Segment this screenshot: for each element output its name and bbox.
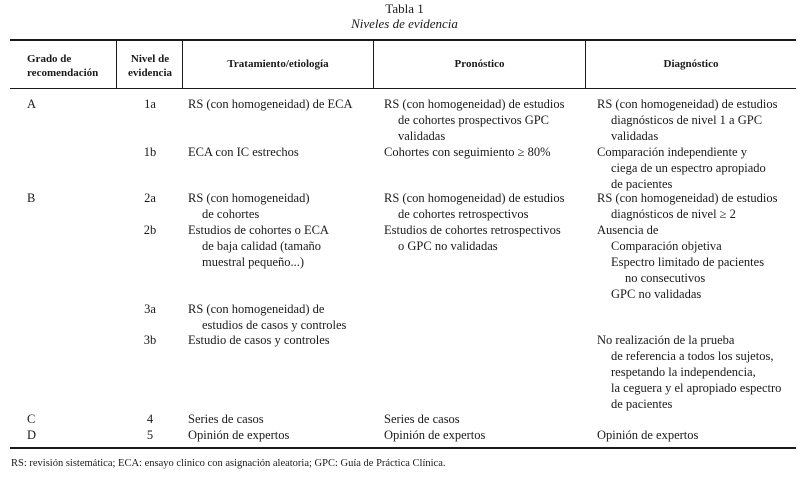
grade-label: B [27, 191, 36, 205]
header-top-rule [10, 39, 796, 41]
evidence-level: 3a [144, 302, 156, 316]
evidence-level: 5 [146, 428, 154, 442]
prognosis-cell: Cohortes con seguimiento ≥ 80% [384, 145, 551, 159]
column-divider [116, 40, 117, 88]
diagnosis-cell: RS (con homogeneidad) de estudios diagnósticos de nivel ≥ 2 [597, 191, 778, 221]
prognosis-cell: RS (con homogeneidad) de estudios de cohortes prospectivos GPC validadas [384, 97, 565, 143]
treatment-cell: RS (con homogeneidad) de ECA [188, 97, 353, 111]
treatment-cell: Estudio de casos y controles [188, 333, 330, 347]
treatment-cell: RS (con homogeneidad) de estudios de casos y controles [188, 302, 347, 332]
table-number: Tabla 1 [385, 1, 424, 16]
prognosis-cell: RS (con homogeneidad) de estudios de cohortes retrospectivos [384, 191, 565, 221]
table-bottom-rule [10, 447, 796, 449]
diagnosis-cell: Ausencia de Comparación objetiva Espectro limitado de pacientes no consecutivos GPC no validadas [597, 223, 765, 301]
treatment-cell: Estudios de cohortes o ECA de baja calidad (tamaño muestral pequeño...) [188, 223, 329, 269]
prognosis-cell: Estudios de cohortes retrospectivos o GPC no validadas [384, 223, 561, 253]
table-footnote: RS: revisión sistemática; ECA: ensayo clínico con asignación aleatoria; GPC: Guía de Práctica Clínica. [11, 458, 446, 469]
grade-label: D [27, 428, 37, 442]
diagnosis-cell: Opinión de expertos [597, 428, 699, 442]
header-bottom-rule [10, 88, 796, 89]
evidence-level: 2a [144, 191, 156, 205]
treatment-cell: RS (con homogeneidad) de cohortes [188, 191, 310, 221]
header-level: Nivel de evidencia [128, 53, 172, 79]
prognosis-cell: Opinión de expertos [384, 428, 486, 442]
table-title: Niveles de evidencia [351, 16, 458, 31]
treatment-cell: Series de casos [188, 412, 264, 426]
evidence-level: 2b [143, 223, 157, 237]
header-diagnosis: Diagnóstico [663, 58, 719, 70]
grade-label: C [27, 412, 36, 426]
header-grade: Grado de recomendación [27, 53, 99, 79]
grade-label: A [27, 97, 37, 111]
evidence-level: 3b [143, 333, 157, 347]
diagnosis-cell: Comparación independiente y ciega de un espectro apropiado de pacientes [597, 145, 766, 191]
evidence-level: 1a [144, 97, 156, 111]
treatment-cell: ECA con IC estrechos [188, 145, 299, 159]
treatment-cell: Opinión de expertos [188, 428, 290, 442]
header-prognosis: Pronóstico [454, 58, 505, 70]
diagnosis-cell: RS (con homogeneidad) de estudios diagnósticos de nivel 1 a GPC validadas [597, 97, 778, 143]
diagnosis-cell: No realización de la prueba de referencia a todos los sujetos, respetando la independencia, la ceguera y el apropiado espectro de pacientes [597, 333, 782, 411]
prognosis-cell: Series de casos [384, 412, 460, 426]
header-treatment: Tratamiento/etiología [227, 58, 329, 70]
evidence-level: 1b [143, 145, 157, 159]
evidence-level: 4 [146, 412, 154, 426]
